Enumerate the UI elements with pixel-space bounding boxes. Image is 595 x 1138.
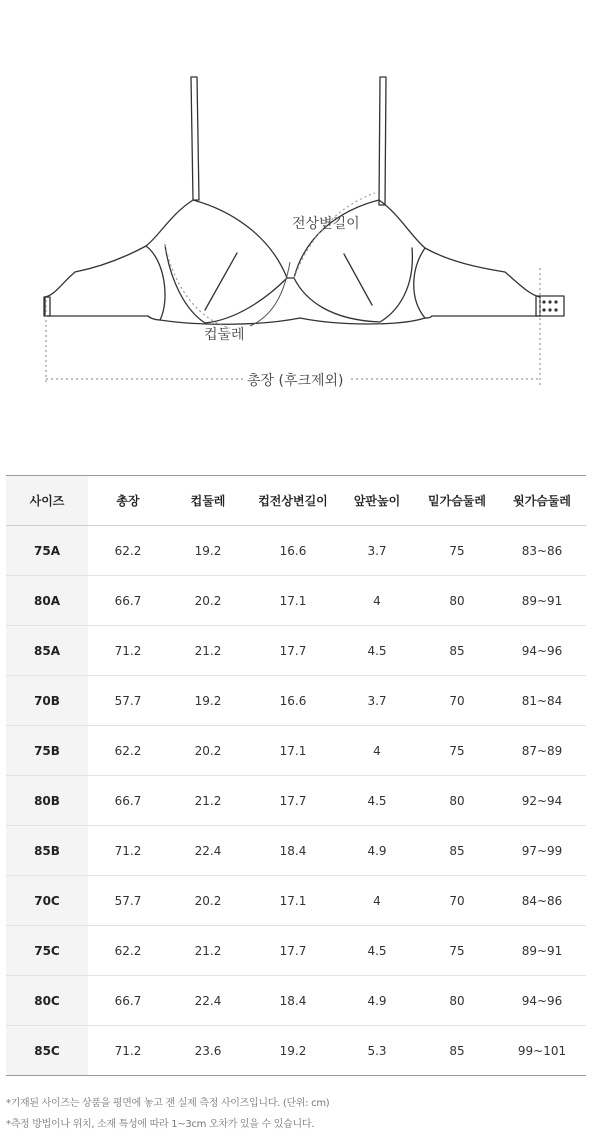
table-cell: 81~84 bbox=[498, 676, 586, 726]
table-cell: 97~99 bbox=[498, 826, 586, 876]
size-cell: 75B bbox=[6, 726, 88, 776]
table-cell: 19.2 bbox=[248, 1026, 338, 1076]
table-cell: 92~94 bbox=[498, 776, 586, 826]
table-cell: 17.7 bbox=[248, 626, 338, 676]
table-cell: 62.2 bbox=[88, 526, 168, 576]
cup-guide bbox=[165, 245, 230, 328]
table-cell: 16.6 bbox=[248, 526, 338, 576]
size-cell: 80A bbox=[6, 576, 88, 626]
left-cup-bottom bbox=[165, 245, 287, 323]
tolerance-note: *측정 방법이나 위치, 소재 특성에 따라 1~3cm 오차가 있을 수 있습니다. bbox=[6, 1119, 315, 1130]
table-cell: 22.4 bbox=[168, 976, 248, 1026]
table-header-row bbox=[6, 476, 586, 526]
bra-illustration bbox=[0, 0, 595, 420]
table-cell: 4.5 bbox=[338, 626, 416, 676]
right-cup-seam bbox=[344, 254, 372, 305]
size-cell: 80B bbox=[6, 776, 88, 826]
table-row bbox=[6, 976, 586, 1026]
table-cell: 57.7 bbox=[88, 676, 168, 726]
size-cell: 70C bbox=[6, 876, 88, 926]
top-edge-label: 전상변길이 bbox=[292, 216, 360, 232]
table-cell: 16.6 bbox=[248, 676, 338, 726]
table-cell: 99~101 bbox=[498, 1026, 586, 1076]
table-cell: 20.2 bbox=[168, 576, 248, 626]
table-row bbox=[6, 926, 586, 976]
right-cup-bottom bbox=[294, 248, 412, 322]
table-cell: 4.5 bbox=[338, 926, 416, 976]
right-band bbox=[425, 248, 540, 318]
bra-measurement-diagram bbox=[0, 0, 595, 420]
table-row bbox=[6, 576, 586, 626]
table-row bbox=[6, 726, 586, 776]
table-cell: 4.5 bbox=[338, 776, 416, 826]
table-cell: 4 bbox=[338, 576, 416, 626]
table-cell: 17.1 bbox=[248, 876, 338, 926]
size-cell: 85C bbox=[6, 1026, 88, 1076]
table-cell: 3.7 bbox=[338, 526, 416, 576]
table-cell: 22.4 bbox=[168, 826, 248, 876]
table-cell: 75 bbox=[416, 726, 498, 776]
size-cell: 75C bbox=[6, 926, 88, 976]
table-cell: 66.7 bbox=[88, 776, 168, 826]
table-cell: 62.2 bbox=[88, 926, 168, 976]
table-cell: 87~89 bbox=[498, 726, 586, 776]
table-cell: 21.2 bbox=[168, 926, 248, 976]
size-cell: 70B bbox=[6, 676, 88, 726]
right-cup-top bbox=[294, 200, 379, 278]
table-row bbox=[6, 676, 586, 726]
table-cell: 94~96 bbox=[498, 626, 586, 676]
table-cell: 4 bbox=[338, 726, 416, 776]
table-cell: 85 bbox=[416, 1026, 498, 1076]
table-cell: 19.2 bbox=[168, 526, 248, 576]
header-front-height: 앞판높이 bbox=[338, 476, 416, 526]
size-cell: 80C bbox=[6, 976, 88, 1026]
table-cell: 85 bbox=[416, 626, 498, 676]
left-band bbox=[45, 246, 160, 320]
left-cup-top bbox=[193, 200, 287, 278]
total-length-label: 총장 (후크제외) bbox=[243, 370, 348, 390]
table-cell: 20.2 bbox=[168, 876, 248, 926]
table-cell: 71.2 bbox=[88, 1026, 168, 1076]
table-cell: 4 bbox=[338, 876, 416, 926]
header-underbust: 밑가슴둘레 bbox=[416, 476, 498, 526]
table-cell: 17.1 bbox=[248, 726, 338, 776]
table-row bbox=[6, 826, 586, 876]
table-cell: 3.7 bbox=[338, 676, 416, 726]
table-cell: 70 bbox=[416, 676, 498, 726]
table-cell: 94~96 bbox=[498, 976, 586, 1026]
table-cell: 23.6 bbox=[168, 1026, 248, 1076]
table-cell: 20.2 bbox=[168, 726, 248, 776]
table-cell: 19.2 bbox=[168, 676, 248, 726]
table-cell: 17.7 bbox=[248, 776, 338, 826]
table-cell: 70 bbox=[416, 876, 498, 926]
table-cell: 80 bbox=[416, 576, 498, 626]
table-cell: 5.3 bbox=[338, 1026, 416, 1076]
table-cell: 85 bbox=[416, 826, 498, 876]
table-cell: 4.9 bbox=[338, 826, 416, 876]
table-cell: 66.7 bbox=[88, 576, 168, 626]
header-cup-top-edge: 컵전상변길이 bbox=[248, 476, 338, 526]
header-bust: 윗가슴둘레 bbox=[498, 476, 586, 526]
table-cell: 83~86 bbox=[498, 526, 586, 576]
table-cell: 21.2 bbox=[168, 626, 248, 676]
size-cell: 85B bbox=[6, 826, 88, 876]
table-cell: 17.1 bbox=[248, 576, 338, 626]
table-cell: 75 bbox=[416, 926, 498, 976]
left-strap bbox=[191, 77, 199, 200]
table-cell: 4.9 bbox=[338, 976, 416, 1026]
table-cell: 17.7 bbox=[248, 926, 338, 976]
table-cell: 84~86 bbox=[498, 876, 586, 926]
measurement-note: *기재된 사이즈는 상품을 평면에 놓고 잰 실제 측정 사이즈입니다. (단위: cm) bbox=[6, 1098, 330, 1109]
table-row bbox=[6, 526, 586, 576]
right-strap bbox=[379, 77, 386, 205]
table-row bbox=[6, 776, 586, 826]
header-cup-circumference: 컵둘레 bbox=[168, 476, 248, 526]
table-cell: 21.2 bbox=[168, 776, 248, 826]
cup-circumference-label: 컵둘레 bbox=[204, 327, 245, 343]
header-size: 사이즈 bbox=[6, 476, 88, 526]
header-total-length: 총장 bbox=[88, 476, 168, 526]
table-cell: 18.4 bbox=[248, 826, 338, 876]
table-cell: 57.7 bbox=[88, 876, 168, 926]
table-cell: 62.2 bbox=[88, 726, 168, 776]
left-cup-seam bbox=[205, 253, 237, 310]
table-row bbox=[6, 1026, 586, 1076]
table-row bbox=[6, 876, 586, 926]
table-cell: 18.4 bbox=[248, 976, 338, 1026]
table-cell: 80 bbox=[416, 776, 498, 826]
size-cell: 75A bbox=[6, 526, 88, 576]
table-cell: 80 bbox=[416, 976, 498, 1026]
size-chart-table bbox=[6, 475, 586, 1076]
table-cell: 89~91 bbox=[498, 926, 586, 976]
table-cell: 71.2 bbox=[88, 626, 168, 676]
size-cell: 85A bbox=[6, 626, 88, 676]
table-cell: 89~91 bbox=[498, 576, 586, 626]
table-cell: 75 bbox=[416, 526, 498, 576]
table-cell: 71.2 bbox=[88, 826, 168, 876]
table-row bbox=[6, 626, 586, 676]
table-cell: 66.7 bbox=[88, 976, 168, 1026]
